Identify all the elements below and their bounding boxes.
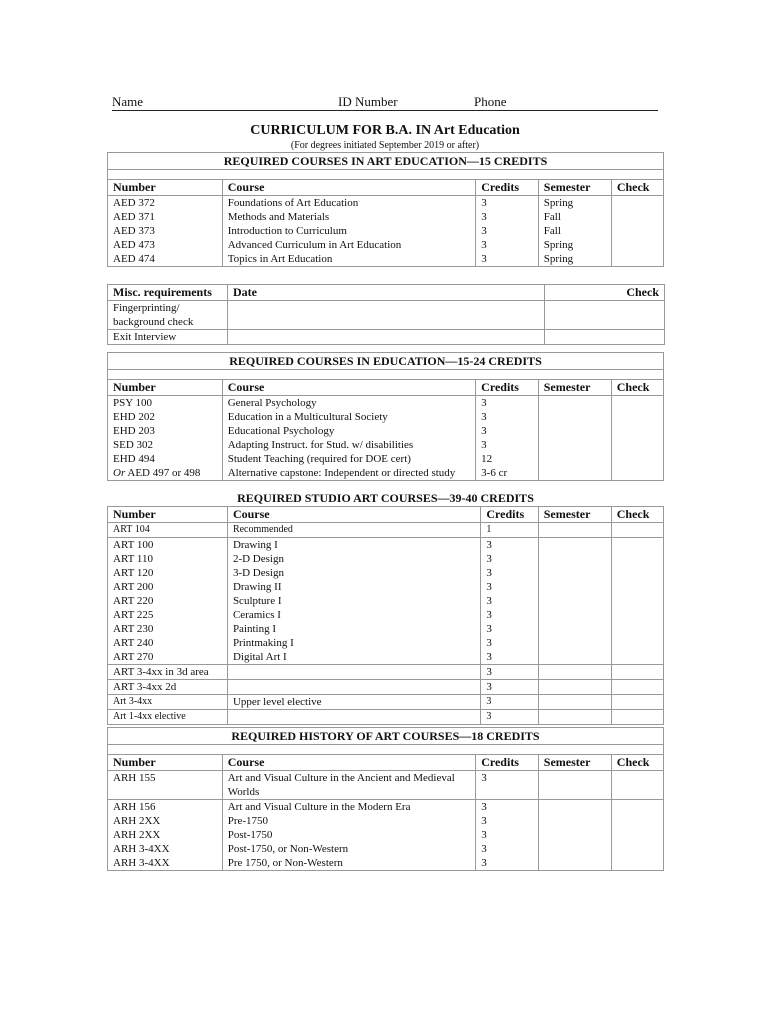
course-number: EHD 203 bbox=[108, 424, 223, 438]
column-header: Check bbox=[611, 180, 663, 196]
misc-requirements-table bbox=[107, 284, 665, 345]
course-name bbox=[227, 665, 480, 680]
course-number: AED 373 bbox=[108, 224, 223, 238]
course-number: SED 302 bbox=[108, 438, 223, 452]
column-header: Number bbox=[108, 180, 223, 196]
table-row bbox=[108, 580, 664, 594]
course-number: ART 104 bbox=[108, 523, 228, 538]
semester-cell[interactable] bbox=[538, 552, 611, 566]
course-credits: 3 bbox=[476, 252, 539, 267]
course-semester: Fall bbox=[538, 224, 611, 238]
table-row bbox=[108, 695, 664, 710]
check-cell[interactable] bbox=[611, 424, 663, 438]
course-number: AED 372 bbox=[108, 196, 223, 211]
check-cell[interactable] bbox=[611, 538, 663, 553]
check-cell[interactable] bbox=[611, 238, 663, 252]
column-header: Check bbox=[611, 755, 663, 771]
misc-item bbox=[108, 301, 228, 330]
semester-cell[interactable] bbox=[538, 523, 611, 538]
check-cell[interactable] bbox=[611, 710, 663, 725]
course-credits: 3 bbox=[481, 680, 538, 695]
course-number: ARH 156 bbox=[108, 800, 223, 815]
course-name: Educational Psychology bbox=[222, 424, 475, 438]
check-cell[interactable] bbox=[611, 594, 663, 608]
check-cell[interactable] bbox=[611, 252, 663, 267]
table-row bbox=[108, 608, 664, 622]
column-header: Credits bbox=[476, 180, 539, 196]
check-cell[interactable] bbox=[611, 523, 663, 538]
course-name: Foundations of Art Education bbox=[222, 196, 475, 211]
course-name: Student Teaching (required for DOE cert) bbox=[222, 452, 475, 466]
check-cell[interactable] bbox=[611, 580, 663, 594]
semester-cell[interactable] bbox=[538, 438, 611, 452]
page-subtitle: (For degrees initiated September 2019 or after) bbox=[290, 140, 480, 151]
course-number: EHD 202 bbox=[108, 410, 223, 424]
name-label: Name bbox=[112, 94, 144, 109]
course-number: ART 225 bbox=[108, 608, 228, 622]
page-title: CURRICULUM FOR B.A. IN Art Education bbox=[250, 123, 520, 138]
table-row bbox=[108, 438, 664, 452]
course-credits: 3 bbox=[481, 665, 538, 680]
semester-cell[interactable] bbox=[538, 466, 611, 481]
check-cell[interactable] bbox=[611, 814, 663, 828]
course-number: PSY 100 bbox=[108, 396, 223, 411]
semester-cell[interactable] bbox=[538, 856, 611, 871]
table-row bbox=[108, 622, 664, 636]
column-header: Course bbox=[222, 180, 475, 196]
table-row bbox=[108, 210, 664, 224]
section-caption: REQUIRED HISTORY OF ART COURSES—18 CREDITS bbox=[108, 728, 664, 745]
course-credits: 3 bbox=[481, 650, 538, 665]
course-number: ARH 3-4XX bbox=[108, 856, 223, 871]
semester-cell[interactable] bbox=[538, 396, 611, 411]
course-name: 3-D Design bbox=[227, 566, 480, 580]
check-cell[interactable] bbox=[611, 771, 663, 800]
table-row bbox=[108, 828, 664, 842]
check-cell[interactable] bbox=[611, 410, 663, 424]
course-credits: 3 bbox=[476, 224, 539, 238]
table-row bbox=[108, 538, 664, 553]
course-name: Upper level elective bbox=[227, 695, 480, 710]
course-semester: Spring bbox=[538, 196, 611, 211]
course-credits: 3 bbox=[476, 238, 539, 252]
course-name: Pre 1750, or Non-Western bbox=[222, 856, 475, 871]
course-credits: 3 bbox=[476, 856, 539, 871]
check-cell[interactable] bbox=[611, 552, 663, 566]
check-cell[interactable] bbox=[611, 650, 663, 665]
course-number: AED 474 bbox=[108, 252, 223, 267]
section-caption: REQUIRED COURSES IN ART EDUCATION—15 CREDITS bbox=[108, 153, 664, 170]
check-cell[interactable] bbox=[611, 856, 663, 871]
course-name: Post-1750, or Non-Western bbox=[222, 842, 475, 856]
course-credits: 3 bbox=[476, 438, 539, 452]
column-header: Semester bbox=[538, 180, 611, 196]
section-caption: REQUIRED STUDIO ART COURSES—39-40 CREDITS bbox=[237, 491, 534, 505]
course-number: ART 100 bbox=[108, 538, 228, 553]
semester-cell[interactable] bbox=[538, 538, 611, 553]
column-header: Course bbox=[222, 755, 475, 771]
course-credits: 12 bbox=[476, 452, 539, 466]
column-header: Check bbox=[611, 380, 663, 396]
course-name: Drawing I bbox=[227, 538, 480, 553]
semester-cell[interactable] bbox=[538, 594, 611, 608]
semester-cell[interactable] bbox=[538, 424, 611, 438]
check-cell[interactable] bbox=[611, 695, 663, 710]
course-number: ART 230 bbox=[108, 622, 228, 636]
table-row bbox=[108, 238, 664, 252]
course-credits: 3 bbox=[476, 396, 539, 411]
student-info-line bbox=[112, 94, 658, 111]
column-header: Check bbox=[545, 285, 665, 301]
misc-item: Exit Interview bbox=[108, 330, 228, 345]
course-number: ART 3-4xx 2d bbox=[108, 680, 228, 695]
course-number: ARH 2XX bbox=[108, 828, 223, 842]
check-cell[interactable] bbox=[611, 438, 663, 452]
course-credits: 3 bbox=[481, 695, 538, 710]
course-name: Methods and Materials bbox=[222, 210, 475, 224]
course-credits: 3 bbox=[476, 210, 539, 224]
table-row bbox=[108, 710, 664, 725]
course-number: ART 220 bbox=[108, 594, 228, 608]
or-label: Or bbox=[113, 467, 126, 479]
column-header: Check bbox=[611, 507, 663, 523]
course-semester: Spring bbox=[538, 252, 611, 267]
course-credits: 3 bbox=[481, 566, 538, 580]
course-credits: 3 bbox=[481, 552, 538, 566]
check-cell[interactable] bbox=[611, 842, 663, 856]
check-cell[interactable] bbox=[611, 800, 663, 815]
course-name: Advanced Curriculum in Art Education bbox=[222, 238, 475, 252]
section-caption: REQUIRED COURSES IN EDUCATION—15-24 CREDITS bbox=[108, 353, 664, 370]
semester-cell[interactable] bbox=[538, 452, 611, 466]
misc-item-line: Fingerprinting/ bbox=[113, 302, 180, 314]
semester-cell[interactable] bbox=[538, 410, 611, 424]
semester-cell[interactable] bbox=[538, 695, 611, 710]
misc-item-line: background check bbox=[113, 316, 194, 328]
semester-cell[interactable] bbox=[538, 636, 611, 650]
table-row bbox=[108, 252, 664, 267]
table-row bbox=[108, 636, 664, 650]
course-number: ART 200 bbox=[108, 580, 228, 594]
column-header: Semester bbox=[538, 507, 611, 523]
course-number bbox=[108, 466, 223, 481]
column-header: Semester bbox=[538, 380, 611, 396]
course-name bbox=[227, 710, 480, 725]
column-header: Credits bbox=[476, 755, 539, 771]
course-number: AED 371 bbox=[108, 210, 223, 224]
course-name: Art and Visual Culture in the Ancient and Medieval Worlds bbox=[222, 771, 475, 800]
table-row bbox=[108, 330, 665, 345]
table-row bbox=[108, 410, 664, 424]
course-number: EHD 494 bbox=[108, 452, 223, 466]
table-row bbox=[108, 566, 664, 580]
table-row bbox=[108, 301, 665, 330]
semester-cell[interactable] bbox=[538, 580, 611, 594]
course-credits: 3 bbox=[481, 594, 538, 608]
course-semester: Fall bbox=[538, 210, 611, 224]
table-row bbox=[108, 452, 664, 466]
course-credits: 3 bbox=[476, 814, 539, 828]
course-credits: 3 bbox=[476, 828, 539, 842]
check-cell[interactable] bbox=[611, 828, 663, 842]
check-cell[interactable] bbox=[611, 210, 663, 224]
course-credits: 3 bbox=[476, 410, 539, 424]
course-name: Painting I bbox=[227, 622, 480, 636]
column-header: Misc. requirements bbox=[108, 285, 228, 301]
table-row bbox=[108, 466, 664, 481]
course-semester: Spring bbox=[538, 238, 611, 252]
course-number: ARH 3-4XX bbox=[108, 842, 223, 856]
art-history-table bbox=[107, 727, 664, 871]
table-row bbox=[108, 552, 664, 566]
semester-cell[interactable] bbox=[538, 814, 611, 828]
semester-cell[interactable] bbox=[538, 710, 611, 725]
table-row bbox=[108, 523, 664, 538]
column-header: Course bbox=[227, 507, 480, 523]
check-cell[interactable] bbox=[545, 301, 665, 330]
semester-cell[interactable] bbox=[538, 650, 611, 665]
check-cell[interactable] bbox=[611, 680, 663, 695]
check-cell[interactable] bbox=[611, 622, 663, 636]
course-credits: 3 bbox=[476, 771, 539, 800]
course-credits: 3 bbox=[481, 622, 538, 636]
table-row bbox=[108, 842, 664, 856]
table-row bbox=[108, 665, 664, 680]
course-credits: 3-6 cr bbox=[476, 466, 539, 481]
course-name: Drawing II bbox=[227, 580, 480, 594]
check-cell[interactable] bbox=[611, 608, 663, 622]
course-name: General Psychology bbox=[222, 396, 475, 411]
table-row bbox=[108, 771, 664, 800]
course-credits: 3 bbox=[476, 842, 539, 856]
table-row bbox=[108, 594, 664, 608]
check-cell[interactable] bbox=[611, 196, 663, 211]
phone-label: Phone bbox=[474, 94, 507, 109]
course-number: Art 1-4xx elective bbox=[108, 710, 228, 725]
course-credits: 3 bbox=[481, 580, 538, 594]
course-name: Post-1750 bbox=[222, 828, 475, 842]
course-number: ART 3-4xx in 3d area bbox=[108, 665, 228, 680]
course-name bbox=[227, 680, 480, 695]
semester-cell[interactable] bbox=[538, 842, 611, 856]
course-number: ART 120 bbox=[108, 566, 228, 580]
studio-art-table bbox=[107, 490, 664, 725]
column-header: Course bbox=[222, 380, 475, 396]
semester-cell[interactable] bbox=[538, 622, 611, 636]
table-row bbox=[108, 650, 664, 665]
course-number: ART 240 bbox=[108, 636, 228, 650]
course-credits: 3 bbox=[481, 608, 538, 622]
course-name: Ceramics I bbox=[227, 608, 480, 622]
course-number: ARH 155 bbox=[108, 771, 223, 800]
check-cell[interactable] bbox=[611, 452, 663, 466]
column-header: Number bbox=[108, 755, 223, 771]
semester-cell[interactable] bbox=[538, 665, 611, 680]
id-number-label: ID Number bbox=[338, 94, 398, 109]
semester-cell[interactable] bbox=[538, 771, 611, 800]
course-name: Recommended bbox=[227, 523, 480, 538]
check-cell[interactable] bbox=[545, 330, 665, 345]
column-header: Number bbox=[108, 380, 223, 396]
course-name: Topics in Art Education bbox=[222, 252, 475, 267]
semester-cell[interactable] bbox=[538, 828, 611, 842]
course-credits: 3 bbox=[481, 710, 538, 725]
course-credits: 3 bbox=[476, 196, 539, 211]
check-cell[interactable] bbox=[611, 396, 663, 411]
course-number: AED 473 bbox=[108, 238, 223, 252]
check-cell[interactable] bbox=[611, 566, 663, 580]
table-row bbox=[108, 424, 664, 438]
table-row bbox=[108, 196, 664, 211]
course-credits: 3 bbox=[481, 538, 538, 553]
course-name: Art and Visual Culture in the Modern Era bbox=[222, 800, 475, 815]
semester-cell[interactable] bbox=[538, 800, 611, 815]
course-credits: 3 bbox=[481, 636, 538, 650]
table-row bbox=[108, 396, 664, 411]
table-row bbox=[108, 814, 664, 828]
check-cell[interactable] bbox=[611, 466, 663, 481]
column-header: Number bbox=[108, 507, 228, 523]
semester-cell[interactable] bbox=[538, 608, 611, 622]
table-row bbox=[108, 856, 664, 871]
course-name: Alternative capstone: Independent or directed study bbox=[222, 466, 475, 481]
art-education-table bbox=[107, 152, 664, 267]
date-cell[interactable] bbox=[228, 330, 545, 345]
course-credits: 3 bbox=[476, 424, 539, 438]
course-name: Digital Art I bbox=[227, 650, 480, 665]
course-name: Introduction to Curriculum bbox=[222, 224, 475, 238]
semester-cell[interactable] bbox=[538, 566, 611, 580]
course-credits: 3 bbox=[476, 800, 539, 815]
course-credits: 1 bbox=[481, 523, 538, 538]
course-number: ART 270 bbox=[108, 650, 228, 665]
education-table bbox=[107, 352, 664, 481]
column-header: Date bbox=[228, 285, 545, 301]
date-cell[interactable] bbox=[228, 301, 545, 330]
check-cell[interactable] bbox=[611, 665, 663, 680]
course-name: 2-D Design bbox=[227, 552, 480, 566]
table-row bbox=[108, 680, 664, 695]
table-row bbox=[108, 224, 664, 238]
check-cell[interactable] bbox=[611, 224, 663, 238]
course-name: Sculpture I bbox=[227, 594, 480, 608]
table-row bbox=[108, 800, 664, 815]
course-number: ART 110 bbox=[108, 552, 228, 566]
course-name: Printmaking I bbox=[227, 636, 480, 650]
course-name: Education in a Multicultural Society bbox=[222, 410, 475, 424]
course-name: Adapting Instruct. for Stud. w/ disabilities bbox=[222, 438, 475, 452]
column-header: Credits bbox=[476, 380, 539, 396]
column-header: Credits bbox=[481, 507, 538, 523]
course-number: ARH 2XX bbox=[108, 814, 223, 828]
column-header: Semester bbox=[538, 755, 611, 771]
course-number-text: AED 497 or 498 bbox=[127, 467, 201, 479]
course-name: Pre-1750 bbox=[222, 814, 475, 828]
semester-cell[interactable] bbox=[538, 680, 611, 695]
course-number: Art 3-4xx bbox=[108, 695, 228, 710]
check-cell[interactable] bbox=[611, 636, 663, 650]
